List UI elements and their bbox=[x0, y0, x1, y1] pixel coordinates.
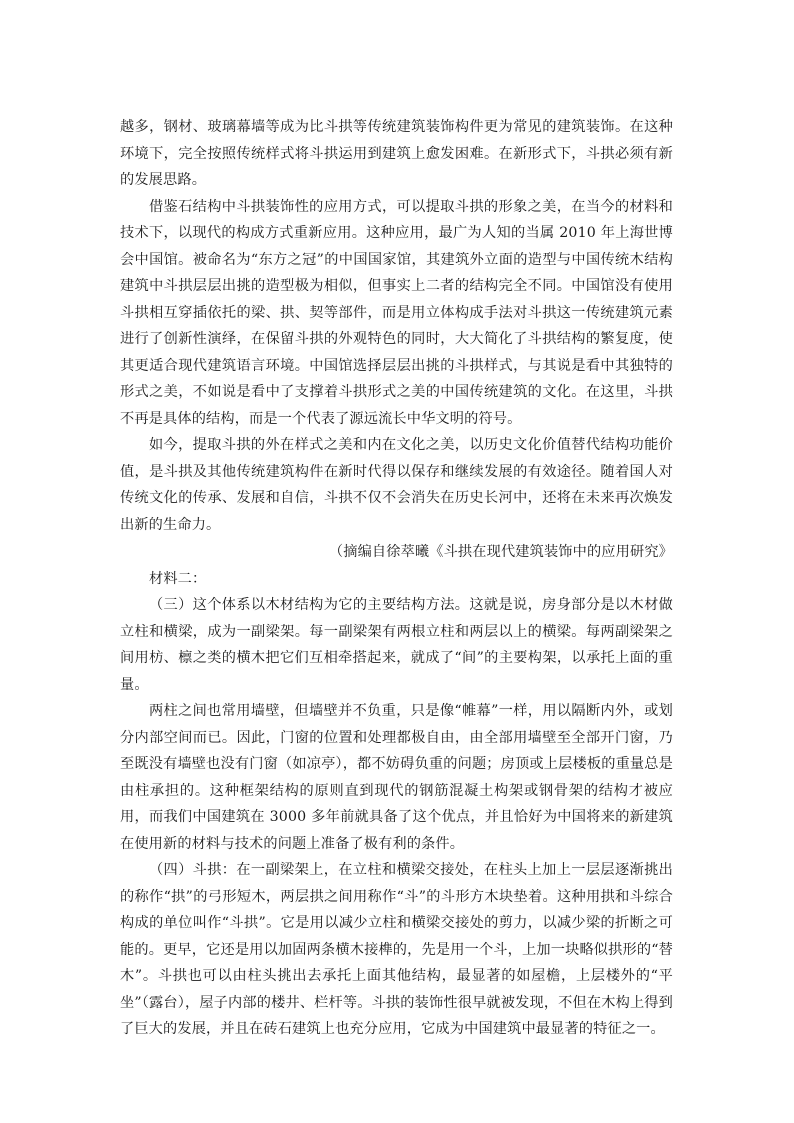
paragraph-dougong: （四）斗拱：在一副梁架上，在立柱和横梁交接处，在柱头上加上一层层逐渐挑出的称作“拱”的弓形短木，两层拱之间用称作“斗”的斗形方木块垫着。这种用拱和斗综合构成的单位叫作“斗拱”。它是用以减少立柱和横梁交接处的剪力，以减少梁的折断之可能的。更早，它还是用以加固两条横木接榫的，先是用一个斗，上加一块略似拱形的“替木”。斗拱也可以由柱头挑出去承托上面其他结构，最显著的如屋檐，上层楼外的“平坐”（露台），屋子内部的楼井、栏杆等。斗拱的装饰性很早就被发现，不但在木构上得到了巨大的发展，并且在砖石建筑上也充分应用，它成为中国建筑中最显著的特征之一。 bbox=[120, 862, 673, 1037]
paragraph-expo-pavilion: 借鉴石结构中斗拱装饰性的应用方式，可以提取斗拱的形象之美，在当今的材料和技术下，以现代的构成方式重新应用。这种应用，最广为人知的当属 2010 年上海世博会中国馆。被命名为“东方之冠”的中国国家馆，其建筑外立面的造型与中国传统木结构建筑中斗拱层层出挑的造型极为相似，但事实上二者的结构完全不同。中国馆没有使用斗拱相互穿插依托的梁、拱、契等部件，而是用立体构成手法对斗拱这一传统建筑元素进行了创新性演绎，在保留斗拱的外观特色的同时，大大简化了斗拱结构的繁复度，使其更适合现代建筑语言环境。中国馆选择层层出挑的斗拱样式，与其说是看中其独特的形式之美，不如说是看中了支撑着斗拱形式之美的中国传统建筑的文化。在这里，斗拱不再是具体的结构，而是一个代表了源远流长中华文明的符号。 bbox=[120, 198, 673, 427]
paragraph-wood-structure: （三）这个体系以木材结构为它的主要结构方法。这就是说，房身部分是以木材做立柱和横梁，成为一副梁架。每一副梁架有两根立柱和两层以上的横梁。每两副梁架之间用枋、檩之类的横木把它们互相牵搭起来，就成了“间”的主要构架，以承托上面的重量。 bbox=[120, 597, 673, 693]
paragraph-modern-value: 如今，提取斗拱的外在样式之美和内在文化之美，以历史文化价值替代结构功能价值，是斗拱及其他传统建筑构件在新时代得以保存和继续发展的有效途径。随着国人对传统文化的传承、发展和自信，斗拱不仅不会消失在历史长河中，还将在未来再次焕发出新的生命力。 bbox=[120, 437, 673, 533]
source-citation: （摘编自徐萃曦《斗拱在现代建筑装饰中的应用研究》 bbox=[328, 544, 673, 560]
paragraph-continuation: 越多，钢材、玻璃幕墙等成为比斗拱等传统建筑装饰构件更为常见的建筑装饰。在这种环境下，完全按照传统样式将斗拱运用到建筑上愈发困难。在新形式下，斗拱必须有新的发展思路。 bbox=[120, 119, 673, 188]
material-two-heading: 材料二： bbox=[149, 570, 207, 587]
document-body bbox=[120, 114, 673, 1043]
paragraph-walls: 两柱之间也常用墙壁，但墙壁并不负重，只是像“帷幕”一样，用以隔断内外，或划分内部空间而已。因此，门窗的位置和处理都极自由，由全部用墙壁至全部开门窗，乃至既没有墙壁也没有门窗（如凉亭），都不妨碍负重的问题；房顶或上层楼板的重量总是由柱承担的。这种框架结构的原则直到现代的钢筋混凝土构架或钢骨架的结构才被应用，而我们中国建筑在 3000 多年前就具备了这个优点，并且恰好为中国将来的新建筑在使用新的材料与技术的问题上准备了极有利的条件。 bbox=[120, 703, 673, 852]
